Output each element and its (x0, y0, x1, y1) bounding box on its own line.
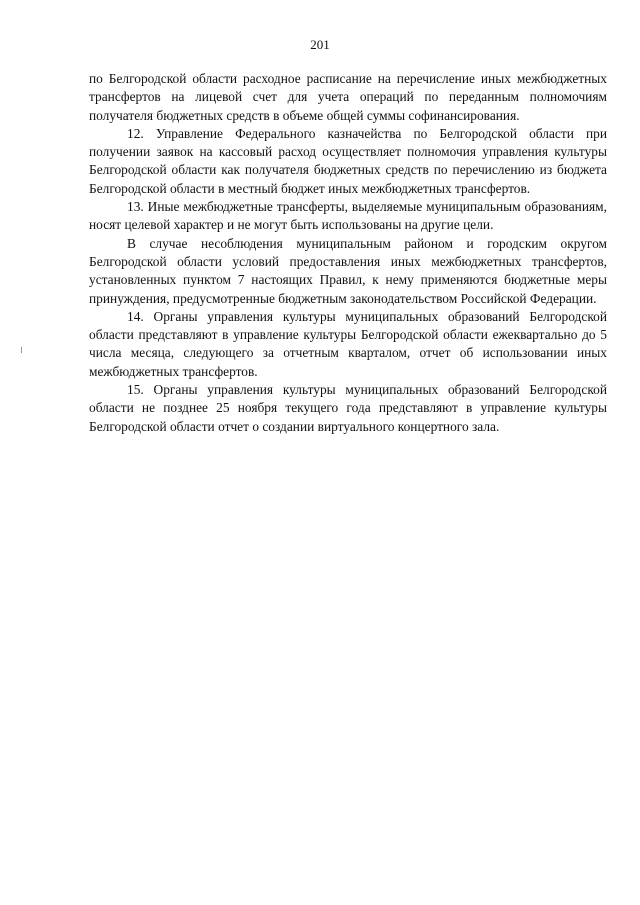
paragraph-item-14: 14. Органы управления культуры муниципальных образований Белгородской области представляют в управление культуры Белгородской области ежеквартально до 5 числа месяца, следующего за отчетным кварталом, отчет об использовании иных межбюджетных трансфертов. (89, 308, 607, 379)
margin-mark (21, 347, 22, 353)
paragraph-item-13: 13. Иные межбюджетные трансферты, выделяемые муниципальным образованиям, носят целевой характер и не могут быть использованы на другие цели. (89, 199, 607, 233)
paragraph-item-15: 15. Органы управления культуры муниципальных образований Белгородской области не позднее 25 ноября текущего года представляют в управление культуры Белгородской области отчет о создании виртуального концертного зала. (89, 382, 607, 434)
paragraph-item-12: 12. Управление Федерального казначейства по Белгородской области при получении заявок на кассовый расход осуществляет полномочия управления культуры Белгородской области как получателя бюджетных средств по перечислению из бюджета Белгородской области в местный бюджет иных межбюджетных трансфертов. (89, 125, 607, 196)
document-body (89, 70, 607, 436)
paragraph-noncompliance: В случае несоблюдения муниципальным районом и городским округом Белгородской области условий предоставления иных межбюджетных трансфертов, установленных пунктом 7 настоящих Правил, к нему применяются бюджетные меры принуждения, предусмотренные бюджетным законодательством Российской Федерации. (89, 235, 607, 306)
page-number: 201 (310, 37, 330, 52)
paragraph-continuation: по Белгородской области расходное расписание на перечисление иных межбюджетных трансфертов на лицевой счет для учета операций по переданным полномочиям получателя бюджетных средств в объеме общей суммы софинансирования. (89, 71, 607, 123)
